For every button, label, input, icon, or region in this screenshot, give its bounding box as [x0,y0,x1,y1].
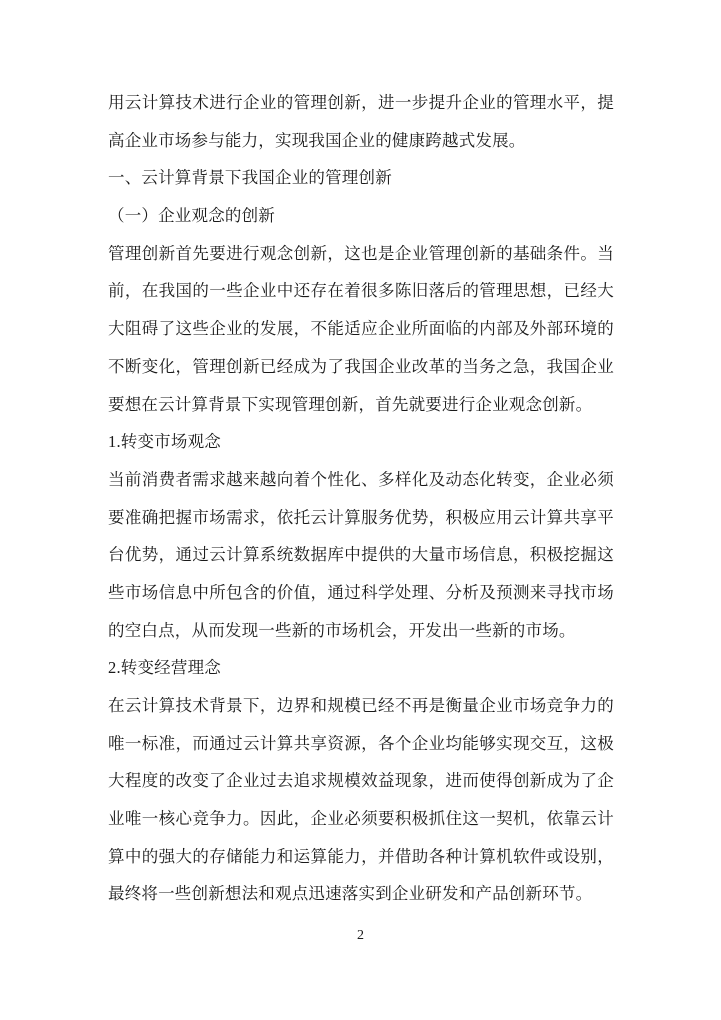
body-line: 算中的强大的存储能力和运算能力，并借助各种计算机软件或设别， [108,846,614,866]
body-line: 管理创新首先要进行观念创新，这也是企业管理创新的基础条件。当 [108,243,614,263]
section-heading: 一、云计算背景下我国企业的管理创新 [108,168,392,188]
body-line: 用云计算技术进行企业的管理创新，进一步提升企业的管理水平，提 [108,93,614,112]
page-number: 2 [357,928,364,943]
body-line: 不断变化，管理创新已经成为了我国企业改革的当务之急，我国企业 [108,356,614,376]
body-line: 唯一标准，而通过云计算共享资源，各个企业均能够实现交互，这极 [108,733,614,753]
body-line: 台优势，通过云计算系统数据库中提供的大量市场信息，积极挖掘这 [108,545,614,565]
subsection-heading: （一）企业观念的创新 [108,206,275,226]
body-line: 高企业市场参与能力，实现我国企业的健康跨越式发展。 [108,130,526,150]
body-line: 当前消费者需求越来越向着个性化、多样化及动态化转变，企业必须 [108,469,614,489]
numbered-heading: 2.转变经营理念 [108,658,221,678]
text-content [108,84,614,913]
body-line: 大阻碍了这些企业的发展，不能适应企业所面临的内部及外部环境的 [108,319,614,339]
body-line: 业唯一核心竞争力。因此，企业必须要积极抓住这一契机，依靠云计 [108,809,614,829]
body-line: 些市场信息中所包含的价值，通过科学处理、分析及预测来寻找市场 [108,582,614,602]
body-line: 要准确把握市场需求，依托云计算服务优势，积极应用云计算共享平 [108,507,614,527]
body-line: 在云计算技术背景下，边界和规模已经不再是衡量企业市场竞争力的 [108,696,614,715]
body-line: 的空白点，从而发现一些新的市场机会，开发出一些新的市场。 [108,620,576,640]
body-line: 大程度的改变了企业过去追求规模效益现象，进而使得创新成为了企 [108,771,614,791]
body-line: 前，在我国的一些企业中还存在着很多陈旧落后的管理思想，已经大 [108,281,614,301]
body-line: 最终将一些创新想法和观点迅速落实到企业研发和产品创新环节。 [108,884,593,904]
numbered-heading: 1.转变市场观念 [108,432,221,452]
body-line: 要想在云计算背景下实现管理创新，首先就要进行企业观念创新。 [108,394,593,414]
